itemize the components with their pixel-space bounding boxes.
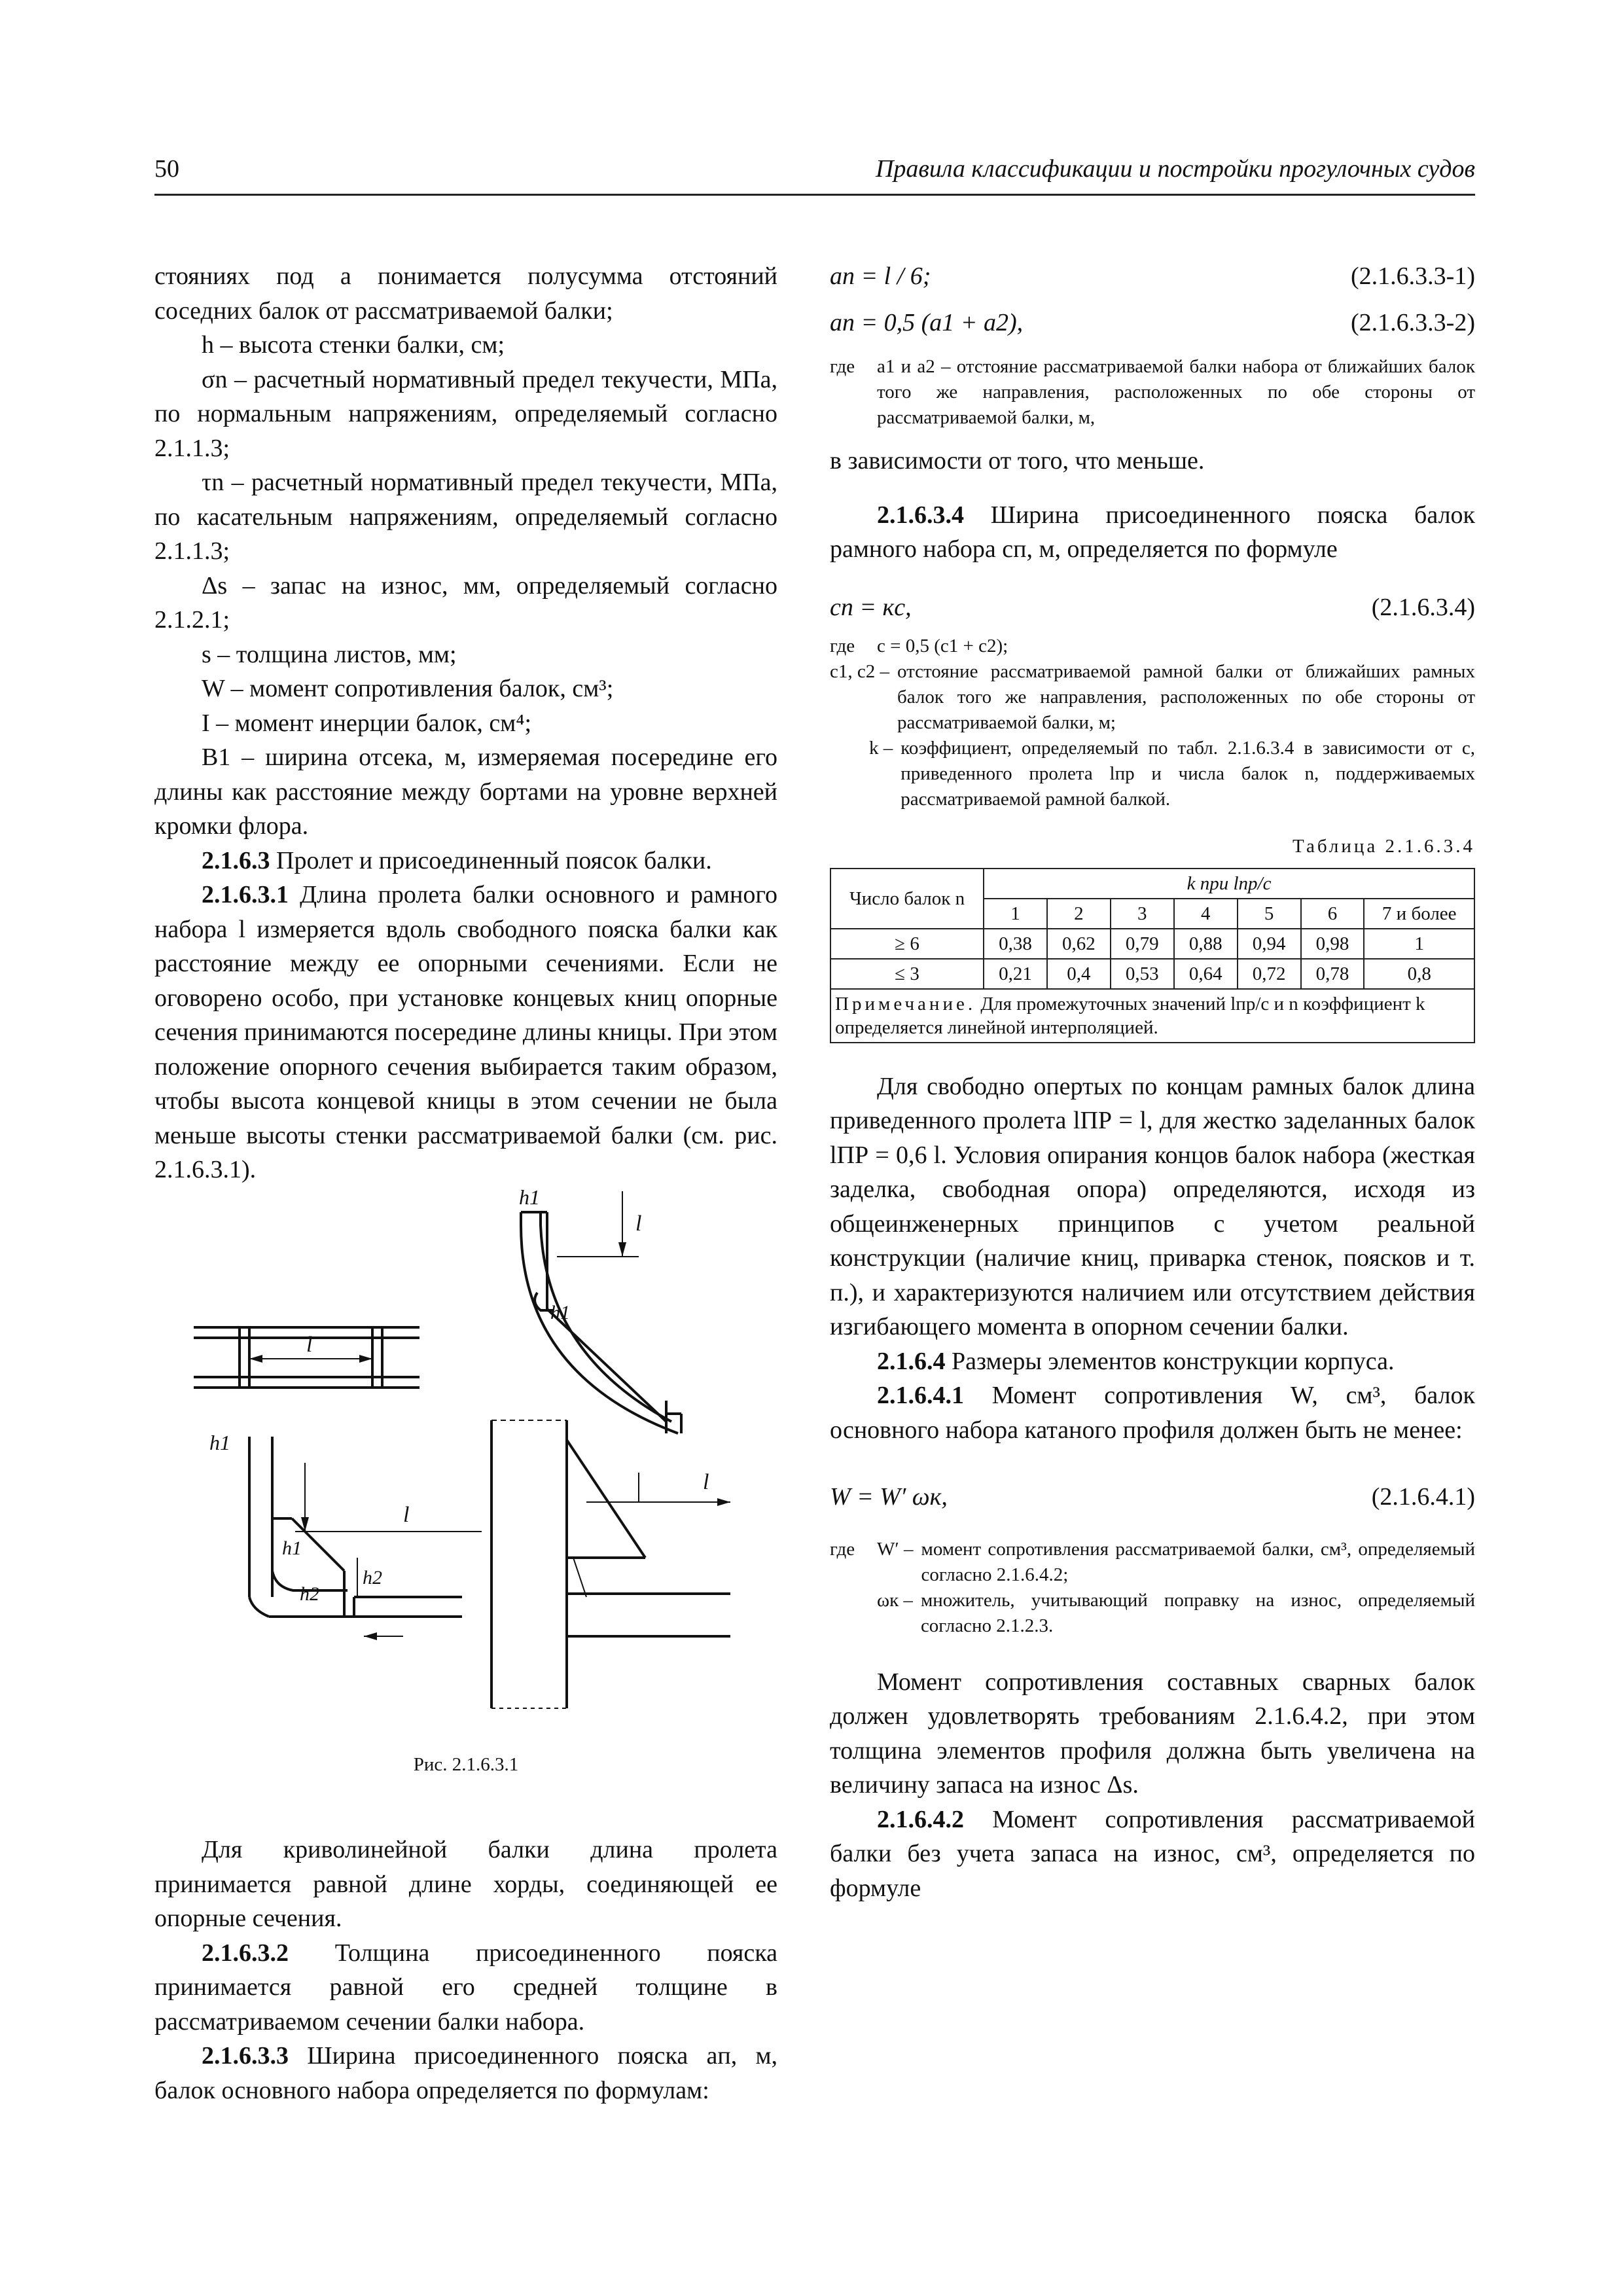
section-21631: 2.1.6.3.1 Длина пролета балки основного и рамного набора l измеряется вдоль свободного пояска балки как расстояние между ее опорными сечениями. Если не оговорено особо, при установке концевых книц опорные сечения принимаются посередине длины кницы. При этом положение опорного сечения выбирается таким образом, чтобы высота концевой кницы в этом сечении не была меньше высоты стенки рассматриваемой балки (см. рис. 2.1.6.3.1). xyxy=(154,881,777,1183)
definition-w: W – момент сопротивления балок, см³; xyxy=(202,675,614,702)
where-w-block: где W′ – момент сопротивления рассматриваемой балки, см³, определяемый согласно 2.1.6.4.2; ωк – множитель, учитывающий поправку на износ, определяемый согласно 2.1.2.3. xyxy=(830,1538,1475,1636)
definition-i: I – момент инерции балок, см⁴; xyxy=(202,709,532,737)
section-21642: 2.1.6.4.2 Момент сопротивления рассматриваемой балки без учета запаса на износ, см³, определяется по формуле xyxy=(830,1805,1475,1902)
definition-tau: τn – расчетный нормативный предел текучести, МПа, по касательным напряжениям, определяемый согласно 2.1.1.3; xyxy=(154,469,777,565)
label-l: l xyxy=(306,1333,313,1357)
table-header-n: Число балок n xyxy=(830,869,984,929)
section-21641: 2.1.6.4.1 Момент сопротивления W, см³, балок основного набора катаного профиля должен быть не менее: xyxy=(830,1382,1475,1444)
label-h1: h1 xyxy=(519,1185,540,1209)
formula-2-1-6-3-3-2: aп = 0,5 (a1 + a2), (2.1.6.3.3-2) xyxy=(830,308,1475,336)
paragraph-depends: в зависимости от того, что меньше. xyxy=(830,447,1205,475)
paragraph-free-supported: Для свободно опертых по концам рамных балок длина приведенного пролета lПР = l, для жестко заделанных балок lПР = 0,6 l. Условия опирания концов балок набора (жесткая заделка, свободная опора) определяются, исходя из общеинженерных принципов с учетом реальной конструкции (наличие книц, приварка стенок, поясков и т. п.), и характеризуются наличием или отсутствием действия изгибающего момента в опорном сечении балки. xyxy=(830,1072,1475,1340)
label-h1: h1 xyxy=(282,1537,302,1559)
label-h1: h1 xyxy=(209,1431,230,1454)
running-title: Правила классификации и постройки прогулочных судов xyxy=(875,155,1475,183)
section-21634: 2.1.6.3.4 Ширина присоединенного пояска балок рамного набора cп, м, определяется по формуле xyxy=(830,501,1475,563)
where-block: где a1 и a2 – отстояние рассматриваемой балки набора от ближайших балок того же направления, расположенных по обе стороны от рассматриваемой балки, м, xyxy=(830,356,1475,428)
label-h2: h2 xyxy=(300,1583,319,1605)
formula-2-1-6-3-3-1: aп = l / 6; (2.1.6.3.3-1) xyxy=(830,262,1475,290)
coefficient-table xyxy=(830,868,1475,1043)
table-col-headers: 1 2 3 4 5 6 7 и более xyxy=(830,899,1474,929)
label-h1: h1 xyxy=(550,1302,570,1323)
figure-caption: Рис. 2.1.6.3.1 xyxy=(413,1754,519,1775)
table-group-header: k при lпр/c xyxy=(984,869,1474,899)
section-heading-2163: 2.1.6.3 Пролет и присоединенный поясок балки. xyxy=(202,846,712,874)
formula-2-1-6-4-1: W = W′ ωк, (2.1.6.4.1) xyxy=(830,1483,1475,1511)
label-h2: h2 xyxy=(363,1567,382,1588)
curved-beam-sketch xyxy=(521,1191,681,1433)
table-caption: Таблица 2.1.6.3.4 xyxy=(1292,836,1475,857)
paragraph: стояниях под a понимается полусумма отстояний соседних балок от рассматриваемой балки; xyxy=(154,262,777,325)
definition-delta-s: Δs – запас на износ, мм, определяемый согласно 2.1.2.1; xyxy=(154,571,777,634)
label-l: l xyxy=(403,1503,410,1527)
figure-2-1-6-3-1 xyxy=(154,1165,777,1852)
label-l: l xyxy=(703,1470,709,1494)
table-note: Примечание. Для промежуточных значений lпр/c и n коэффициент k определяется линейной интерполяцией. xyxy=(830,989,1474,1043)
left-column xyxy=(154,259,777,1187)
section-2164: 2.1.6.4 Размеры элементов конструкции корпуса. xyxy=(877,1347,1395,1375)
paragraph-composite-beams: Момент сопротивления составных сварных балок должен удовлетворять требованиям 2.1.6.4.2, при этом толщина элементов профиля должна быть увеличена на величину запаса на износ Δs. xyxy=(830,1668,1475,1799)
where-c-block: где c = 0,5 (c1 + c2); c1, c2 – отстояние рассматриваемой рамной балки от ближайших рамных балок того же направления, расположенных по обе стороны от рассматриваемой балки, м; k – коэффициент, определяемый по табл. 2.1.6.3.4 в зависимости от c, приведенного пролета lпр и числа балок n, поддерживаемых рассматриваемой рамной балкой. xyxy=(830,636,1475,810)
page-header xyxy=(154,154,1475,196)
section-21633: 2.1.6.3.3 Ширина присоединенного пояска aп, м, балок основного набора определяется по формулам: xyxy=(154,2042,777,2104)
definition-h: h – высота стенки балки, см; xyxy=(202,331,505,359)
paragraph-curved-beam: Для криволинейной балки длина пролета принимается равной длине хорды, соединяющей ее опорные сечения. xyxy=(154,1836,777,1932)
right-column xyxy=(830,259,1475,1905)
definition-s: s – толщина листов, мм; xyxy=(202,640,457,668)
section-21632: 2.1.6.3.2 Толщина присоединенного пояска принимается равной его средней толщине в рассматриваемом сечении балки набора. xyxy=(154,1939,777,2036)
formula-2-1-6-3-4: cп = кc, (2.1.6.3.4) xyxy=(830,593,1475,621)
page-number: 50 xyxy=(154,155,179,183)
table-row: ≤ 3 0,21 0,4 0,53 0,64 0,72 0,78 0,8 xyxy=(830,959,1474,989)
left-column-bottom xyxy=(154,1833,777,2108)
definition-sigma: σn – расчетный нормативный предел текучести, МПа, по нормальным напряжениям, определяемый согласно 2.1.1.3; xyxy=(154,365,777,462)
pillar-bracket-sketch xyxy=(491,1420,730,1708)
definition-b1: B1 – ширина отсека, м, измеряемая посередине его длины как расстояние между бортами на уровне верхней кромки флора. xyxy=(154,744,777,840)
table-row: ≥ 6 0,38 0,62 0,79 0,88 0,94 0,98 1 xyxy=(830,929,1474,959)
label-l: l xyxy=(635,1211,642,1236)
